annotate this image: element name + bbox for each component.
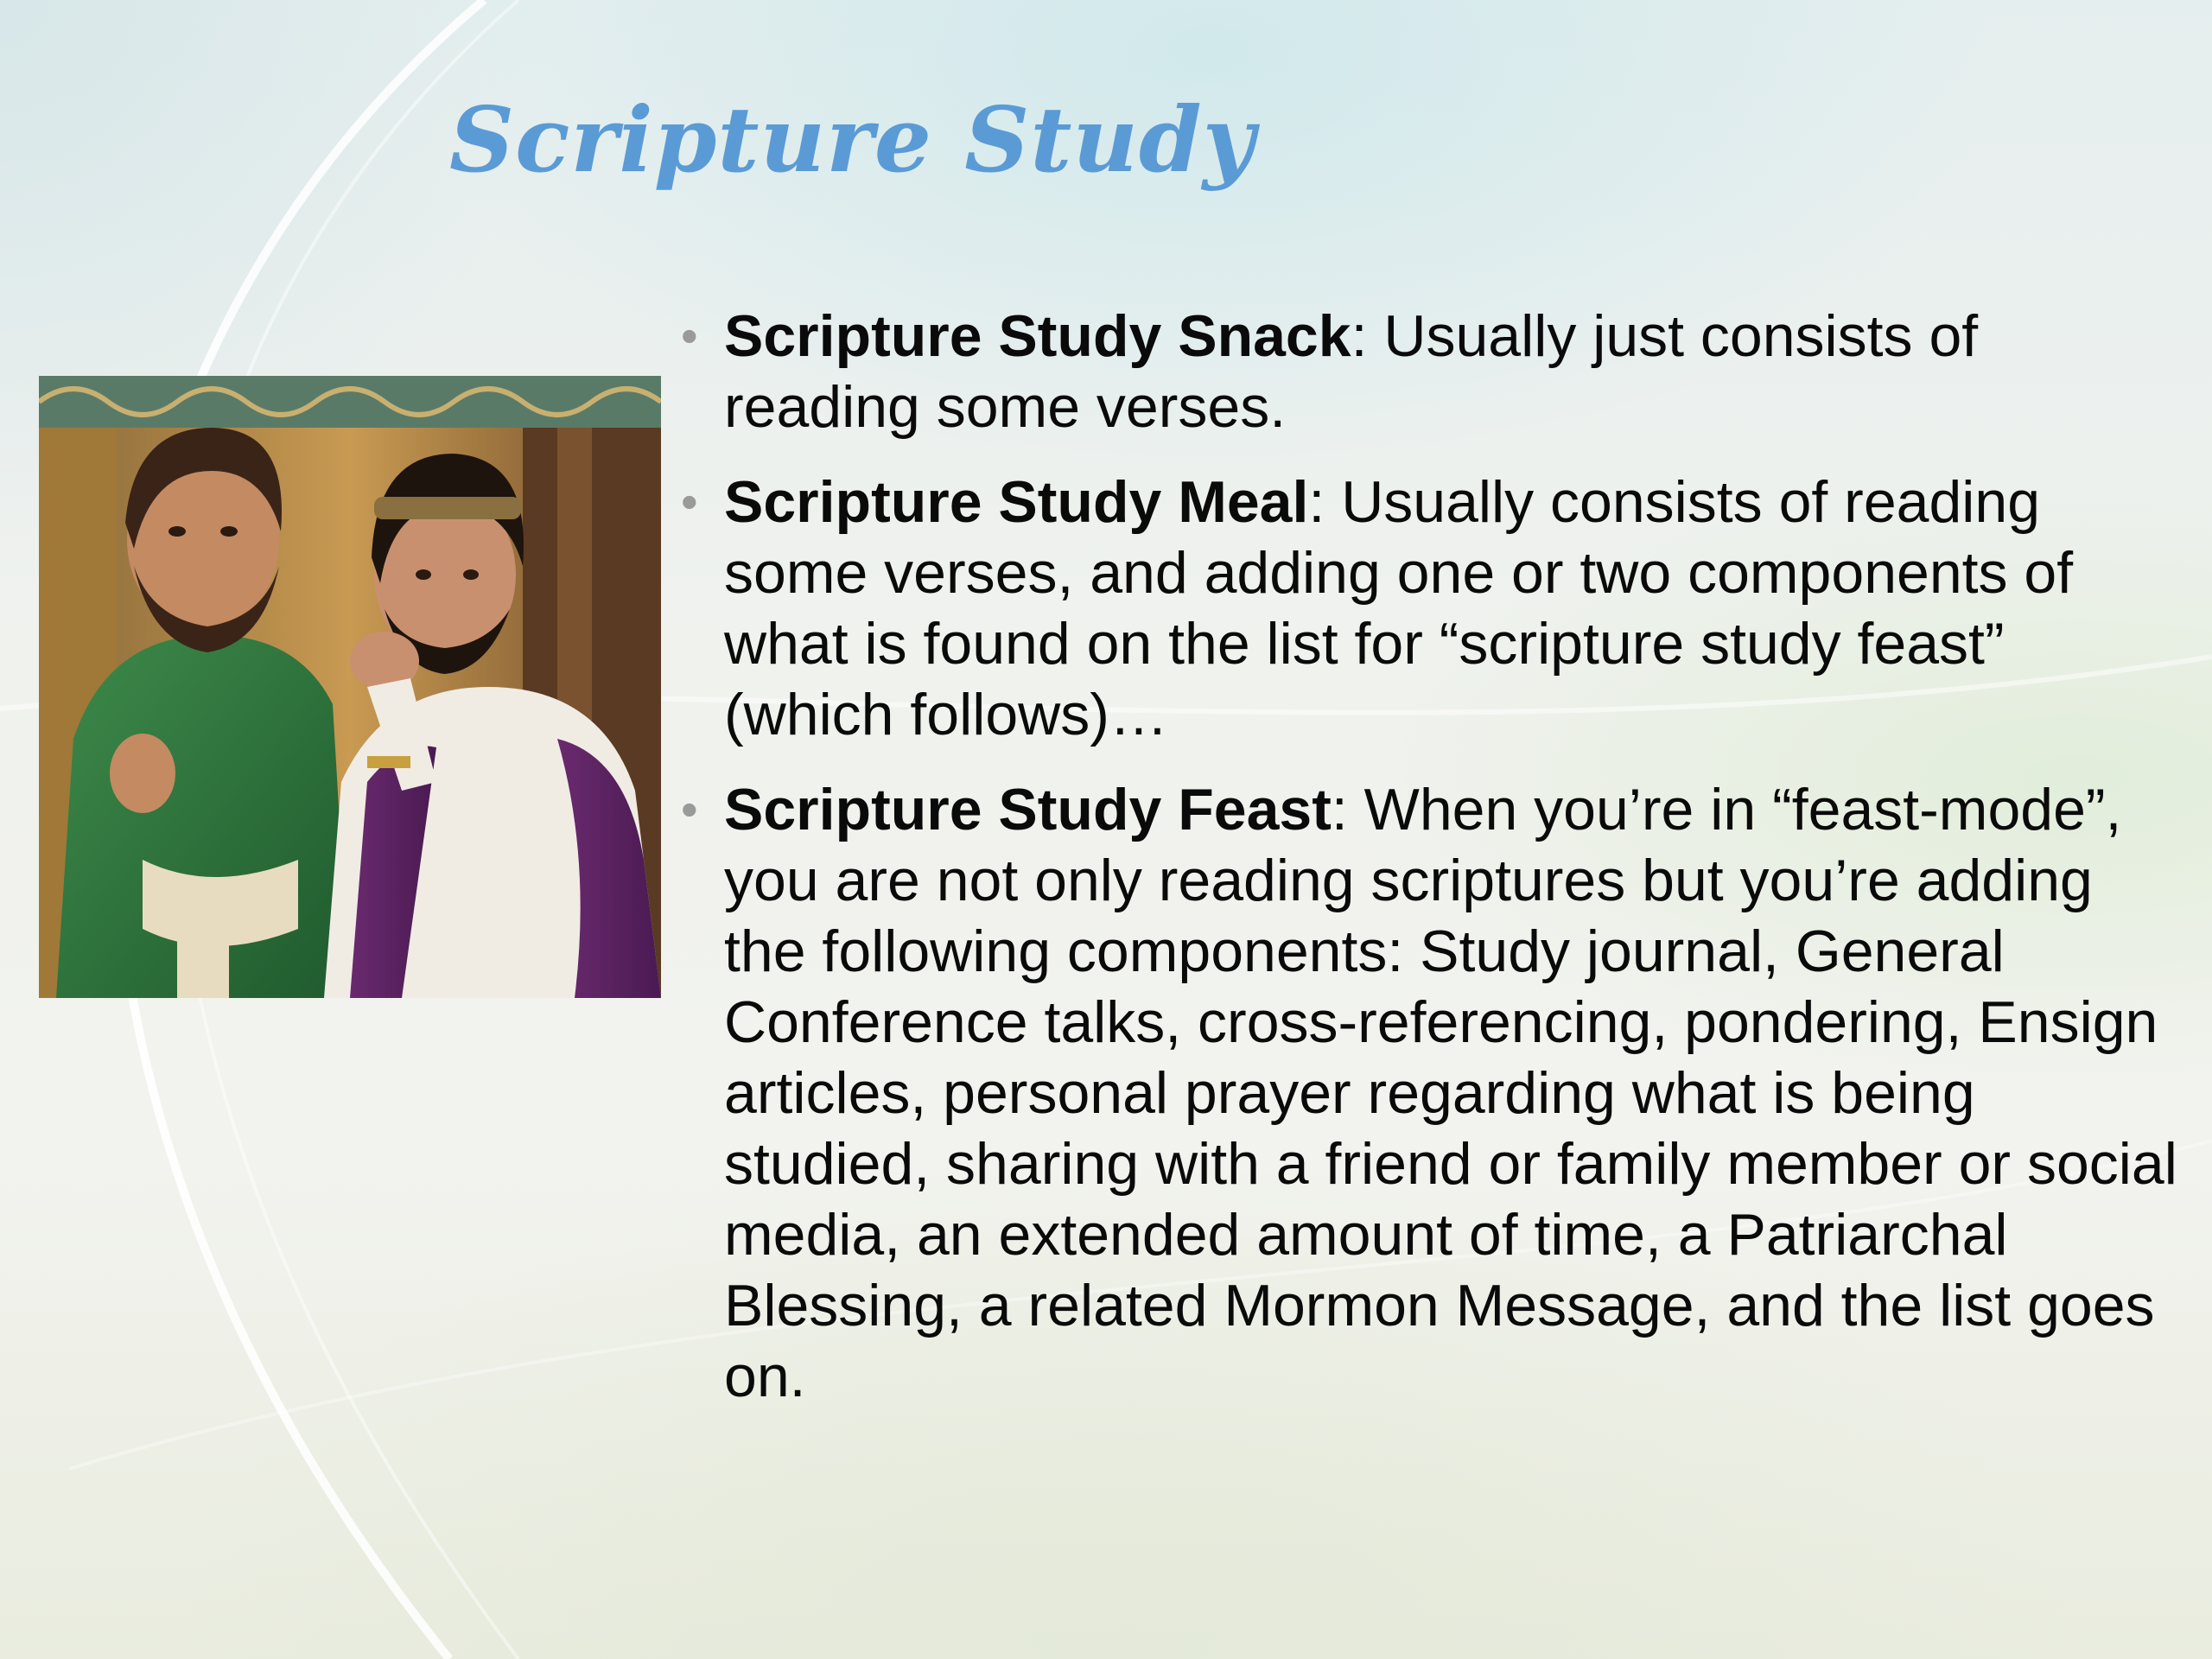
bullet-text: When you’re in “feast-mode”, you are not only reading scriptures but you’re adding the following components: Study journal, General Conference talks, cross-referencing, pondering, Ensign articles, personal prayer regarding what is being studied, sharing with a friend or family member or social media, an extended amount of time, a Patriarchal Blessing, a related Mormon Message, and the list goes on. (724, 777, 2177, 1409)
bullet-marker: • (681, 308, 698, 363)
bullet-term: Scripture Study Meal (724, 469, 1309, 535)
bullet-text: Usually consists of reading some verses, and adding one or two components of what is found on the list for “scripture study feast” (which follows)… (724, 469, 2074, 747)
bullet-item-feast (681, 774, 2184, 1412)
bullet-marker: • (681, 474, 698, 529)
painting-illustration (39, 376, 661, 998)
bullet-separator: : (1351, 303, 1368, 369)
slide-title: Scripture Study (449, 86, 1256, 193)
bullet-term: Scripture Study Snack (724, 303, 1351, 369)
bullet-text: Usually just consists of reading some verses. (724, 303, 1979, 440)
bullet-list (681, 301, 2184, 1436)
bullet-separator: : (1331, 777, 1348, 842)
painting-image (39, 376, 661, 998)
bullet-item-meal (681, 467, 2184, 750)
bullet-separator: : (1308, 469, 1325, 535)
bullet-term: Scripture Study Feast (724, 777, 1332, 842)
bullet-item-snack (681, 301, 2184, 442)
bullet-marker: • (681, 782, 698, 836)
